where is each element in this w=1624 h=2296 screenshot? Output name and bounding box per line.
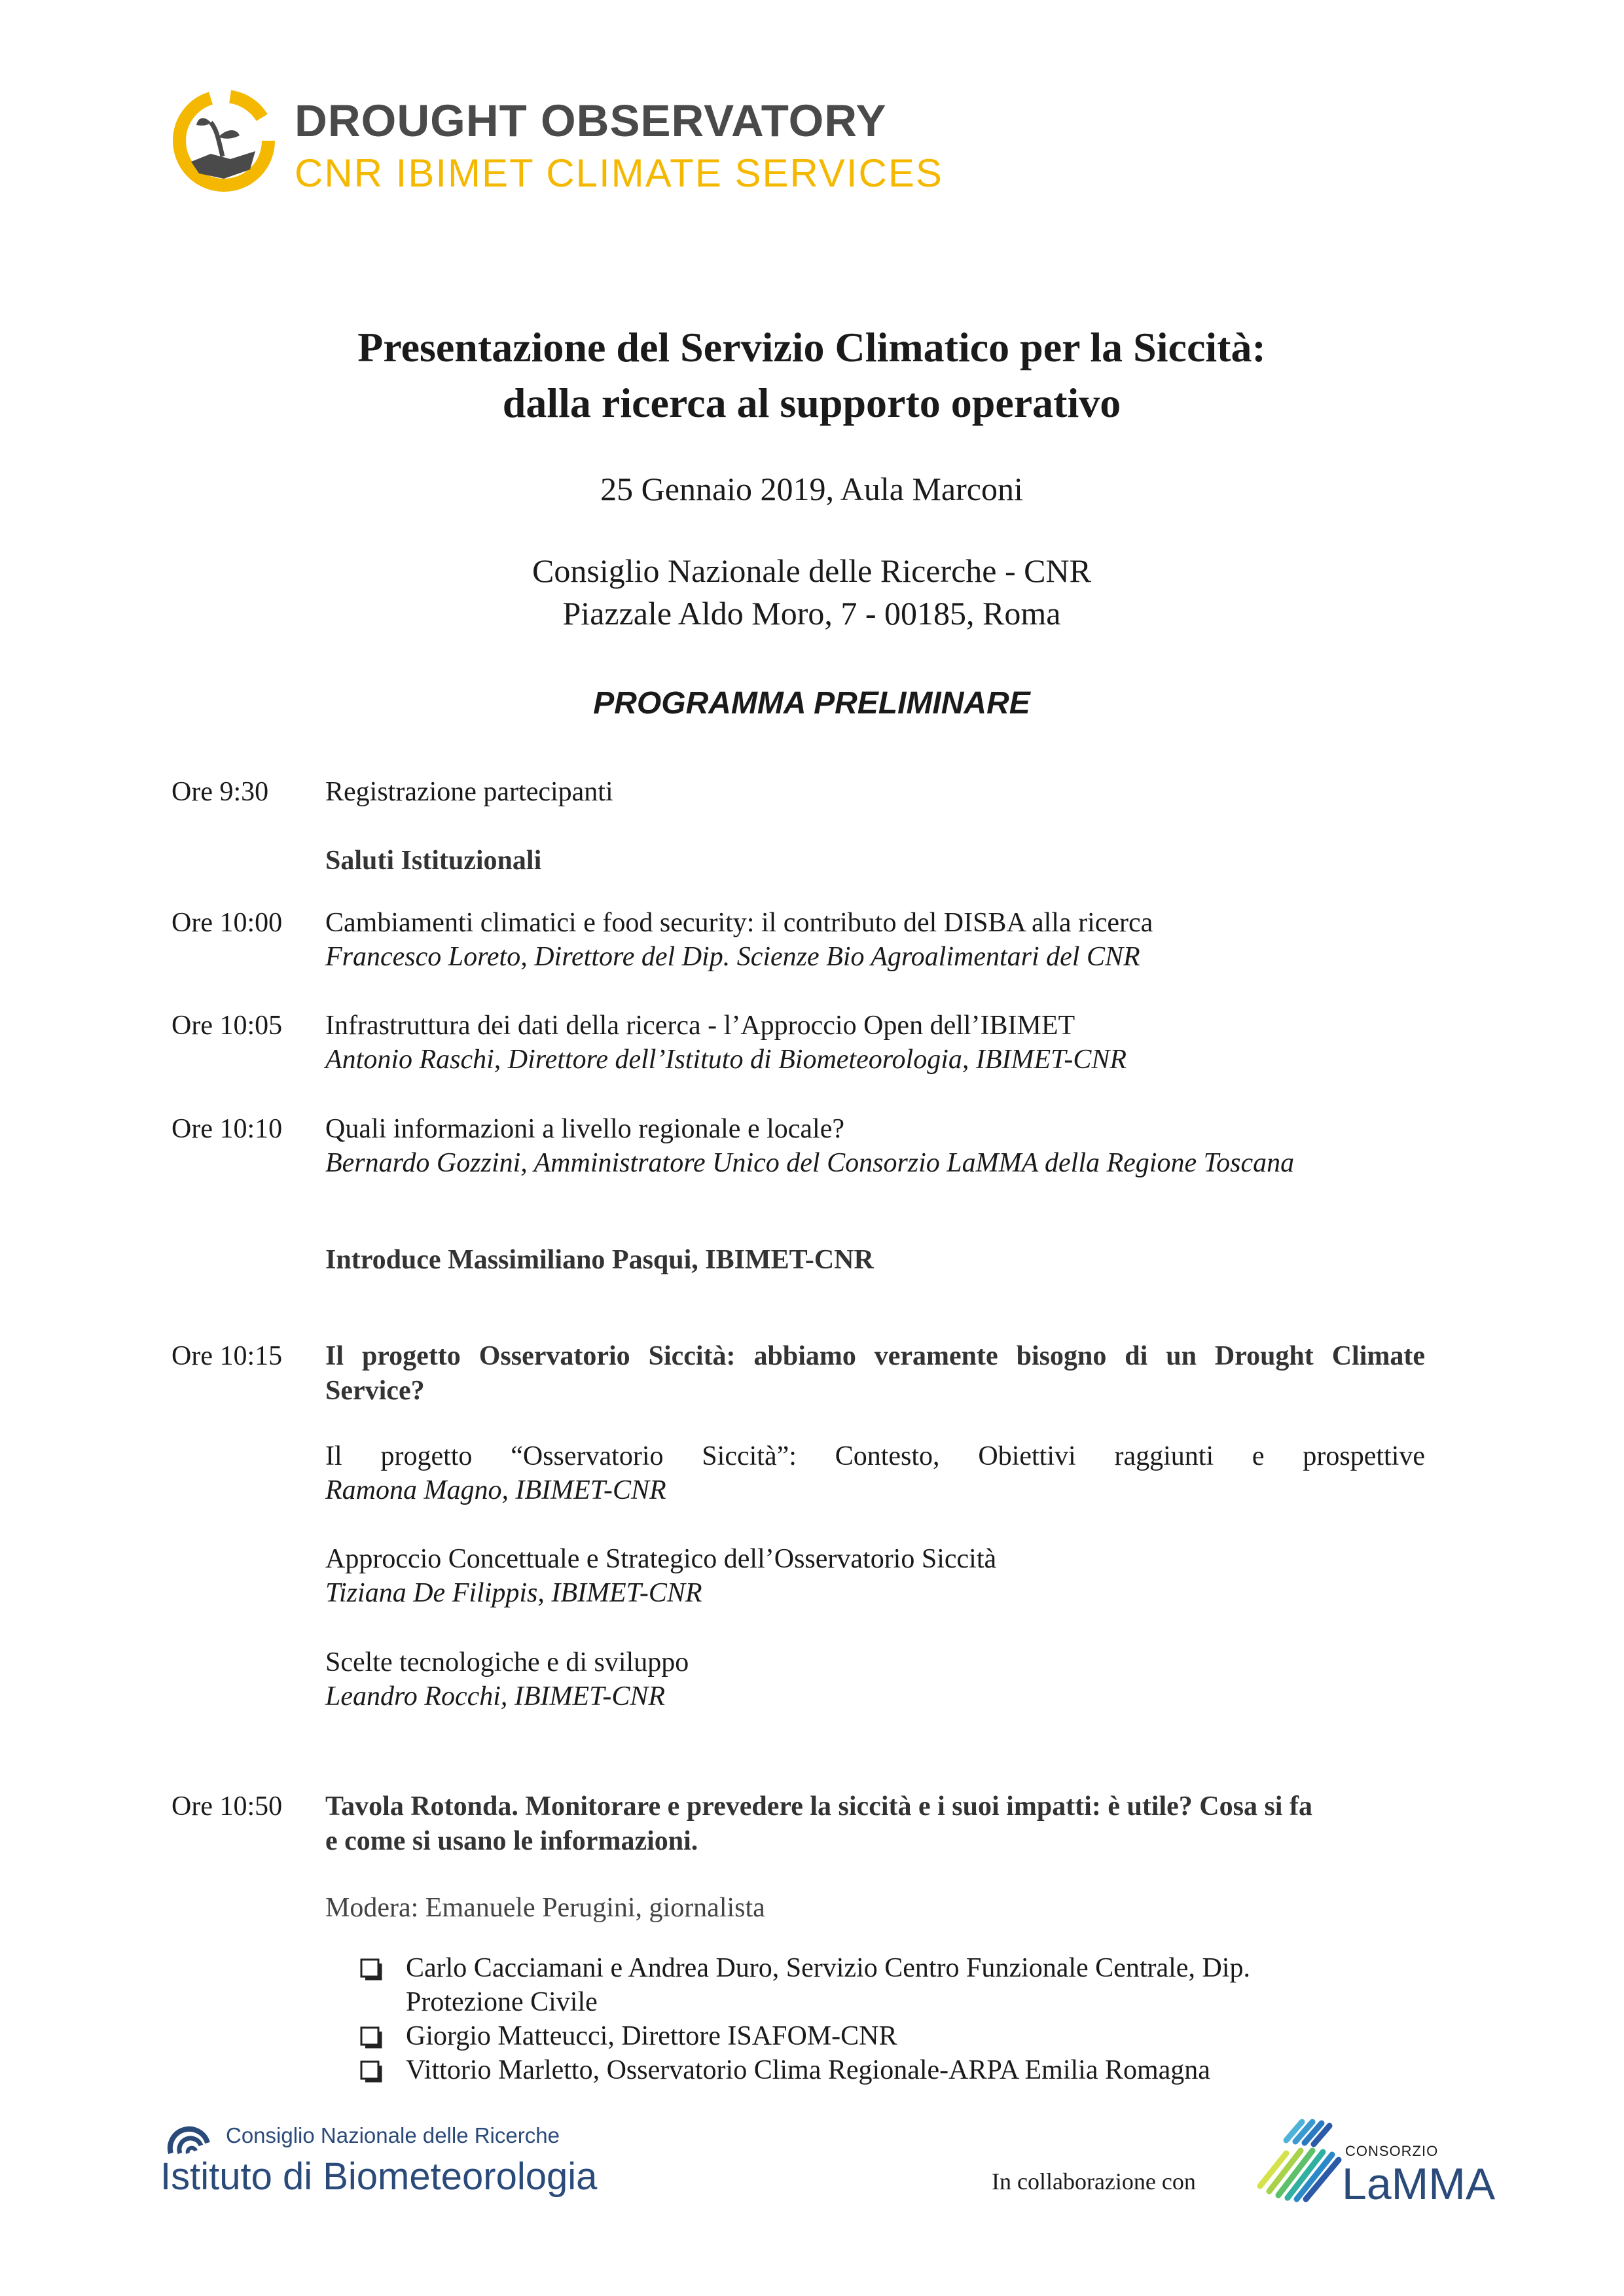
talk-2-title: Approccio Concettuale e Strategico dell’Osservatorio Siccità: [325, 1544, 997, 1574]
session-2-title: Infrastruttura dei dati della ricerca - l’Approccio Open dell’IBIMET: [325, 1011, 1075, 1041]
lamma-consorzio-label: CONSORZIO: [1345, 2143, 1439, 2159]
time-registration: Ore 9:30: [171, 777, 269, 807]
event-date: 25 Gennaio 2019, Aula Marconi: [600, 471, 1023, 507]
time-session-5: Ore 10:50: [171, 1791, 283, 1821]
venue-line-2: Piazzale Aldo Moro, 7 - 00185, Roma: [562, 595, 1061, 632]
lamma-logo: [1247, 2114, 1496, 2212]
panel-item-2: Giorgio Matteucci, Direttore ISAFOM-CNR: [406, 2021, 897, 2051]
session-3-speaker: Bernardo Gozzini, Amministratore Unico del Consorzio LaMMA della Regione Toscana: [325, 1148, 1295, 1178]
session-3-title: Quali informazioni a livello regionale e locale?: [325, 1114, 844, 1144]
session-2-speaker: Antonio Raschi, Direttore dell’Istituto di Biometeorologia, IBIMET-CNR: [325, 1045, 1127, 1075]
saluti-heading: Saluti Istituzionali: [325, 846, 542, 876]
logo-title: DROUGHT OBSERVATORY: [295, 96, 887, 146]
cnr-logo-icon: [166, 2117, 213, 2156]
talk-1-title: Il progetto “Osservatorio Siccità”: Contesto, Obiettivi raggiunti e prospettive: [325, 1441, 1425, 1471]
session-1-title: Cambiamenti climatici e food security: il contributo del DISBA alla ricerca: [325, 908, 1153, 938]
panel-item-1-line-2: Protezione Civile: [406, 1987, 598, 2017]
lamma-name: LaMMA: [1342, 2159, 1496, 2209]
registration-text: Registrazione partecipanti: [325, 777, 613, 807]
cnr-ibimet-logo: [160, 2114, 619, 2199]
drought-seedling-icon: [171, 88, 276, 193]
talk-1-speaker: Ramona Magno, IBIMET-CNR: [325, 1475, 666, 1505]
time-session-2: Ore 10:05: [171, 1011, 283, 1041]
collaboration-text: In collaborazione con: [992, 2168, 1196, 2195]
session-1-speaker: Francesco Loreto, Direttore del Dip. Scienze Bio Agroalimentari del CNR: [325, 942, 1140, 972]
checkbox-bullet-icon: [359, 2059, 385, 2085]
talk-3-speaker: Leandro Rocchi, IBIMET-CNR: [325, 1681, 666, 1712]
cnr-institute: Istituto di Biometeorologia: [160, 2155, 598, 2198]
session-5-title-line-2: e come si usano le informazioni.: [325, 1826, 698, 1856]
cnr-name: Consiglio Nazionale delle Ricerche: [226, 2123, 560, 2147]
venue-line-1: Consiglio Nazionale delle Ricerche - CNR: [532, 552, 1091, 589]
page-title-line-2: dalla ricerca al supporto operativo: [502, 380, 1121, 426]
lamma-stripes-icon: [1247, 2114, 1345, 2212]
time-session-1: Ore 10:00: [171, 908, 283, 938]
page-title-line-1: Presentazione del Servizio Climatico per la Siccità:: [357, 324, 1266, 370]
checkbox-bullet-icon: [359, 1957, 385, 1983]
panel-item-1-line-1: Carlo Cacciamani e Andrea Duro, Servizio Centro Funzionale Centrale, Dip.: [406, 1953, 1250, 1983]
introduce-line: Introduce Massimiliano Pasqui, IBIMET-CNR: [325, 1245, 874, 1275]
session-5-title-line-1: Tavola Rotonda. Monitorare e prevedere la siccità e i suoi impatti: è utile? Cosa si fa: [325, 1791, 1312, 1821]
logo-subtitle: CNR IBIMET CLIMATE SERVICES: [295, 151, 943, 195]
time-session-3: Ore 10:10: [171, 1114, 283, 1144]
session-4-title-line-1: Il progetto Osservatorio Siccità: abbiamo veramente bisogno di un Drought Climate: [325, 1341, 1425, 1371]
checkbox-bullet-icon: [359, 2025, 385, 2051]
moderator-line: Modera: Emanuele Perugini, giornalista: [325, 1893, 765, 1923]
session-4-title-line-2: Service?: [325, 1376, 425, 1406]
talk-3-title: Scelte tecnologiche e di sviluppo: [325, 1647, 689, 1677]
time-session-4: Ore 10:15: [171, 1341, 283, 1371]
programma-heading: PROGRAMMA PRELIMINARE: [593, 686, 1030, 721]
talk-2-speaker: Tiziana De Filippis, IBIMET-CNR: [325, 1578, 702, 1608]
panel-item-3: Vittorio Marletto, Osservatorio Clima Regionale-ARPA Emilia Romagna: [406, 2055, 1210, 2085]
drought-observatory-logo: [171, 88, 944, 200]
